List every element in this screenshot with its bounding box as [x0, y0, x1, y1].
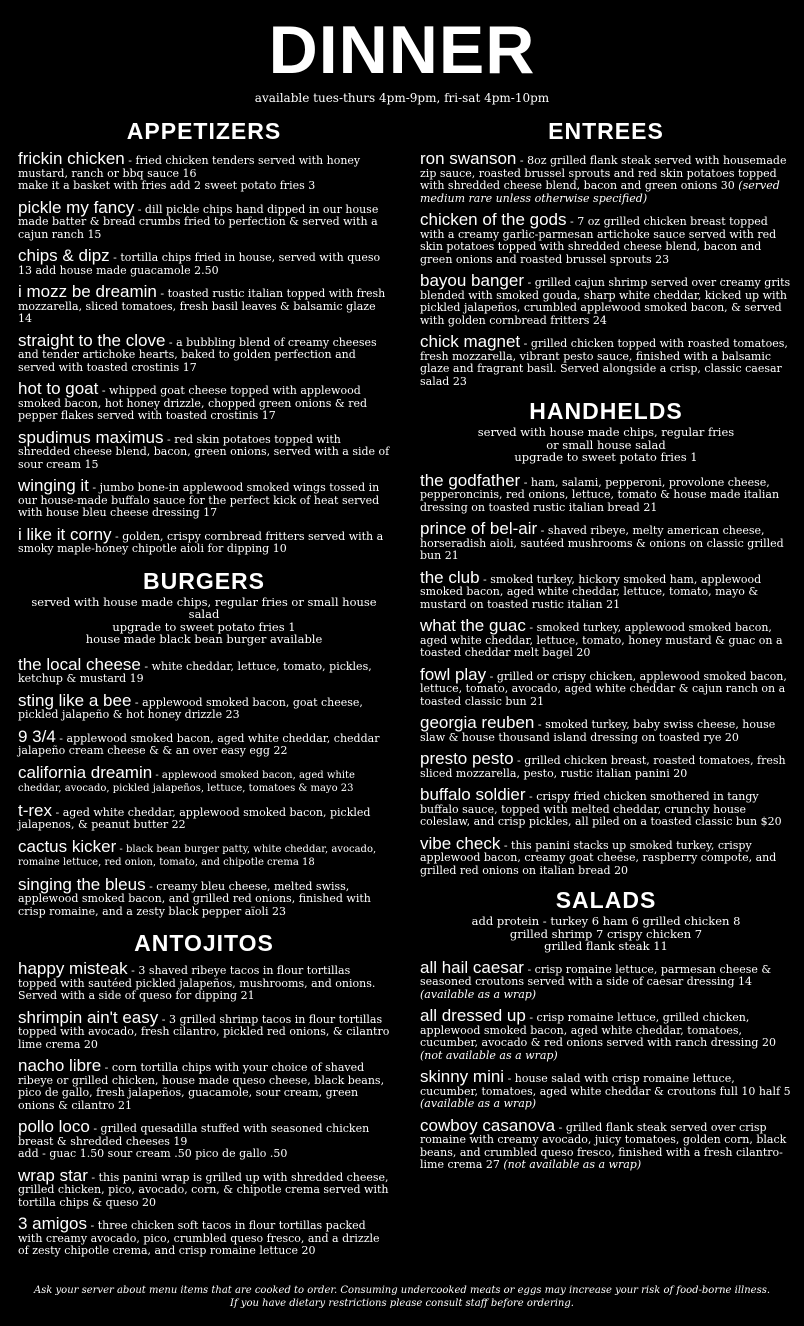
menu-item	[18, 692, 390, 722]
salads-section	[420, 885, 792, 1172]
menu-item	[18, 960, 390, 1003]
menu-item-description: - crispy fried chicken smothered in tangy buffalo sauce, topped with melted cheddar, crunchy house coleslaw, and crisp pickles, all piled on a toasted classic bun $20	[420, 790, 782, 828]
menu-item-description: - creamy bleu cheese, melted swiss, applewood smoked bacon, and grilled red onions, finished with crisp romaine, and a zesty black pepper aïoli 23	[18, 879, 371, 918]
menu-item-name: the local cheese	[18, 654, 141, 674]
menu-item-description: - tortilla chips fried in house, served with queso 13 add house made guacamole 2.50	[18, 251, 381, 277]
menu-item-name: pickle my fancy	[18, 197, 135, 217]
menu-item	[420, 333, 792, 388]
menu-item-name: cactus kicker	[18, 836, 117, 856]
handhelds-heading: HANDHELDS	[529, 398, 683, 424]
menu-item-note: (not available as a wrap)	[420, 1048, 558, 1062]
menu-item-description: - black bean burger patty, white cheddar, avocado, romaine lettuce, red onion, tomato, and chipotle crema 18	[18, 843, 377, 868]
menu-item-description: - house salad with crisp romaine lettuce, cucumber, tomatoes, aged white cheddar & croutons full 10 half 5	[420, 1072, 791, 1098]
menu-item-name: 3 amigos	[18, 1214, 87, 1233]
footer-disclaimer	[0, 1284, 804, 1310]
menu-item-name: t-rex	[18, 800, 52, 820]
menu-item	[18, 838, 390, 870]
menu-item-description: - grilled cajun shrimp served over creamy grits blended with smoked gouda, sharp white cheddar, kicked up with pickled jalapeños, crumbled applewood smoked bacon, & served with golden cornbread fritters 24	[420, 276, 791, 327]
handhelds-list	[420, 472, 792, 878]
menu-item	[18, 380, 390, 423]
menu-item-description: - smoked turkey, baby swiss cheese, house slaw & house thousand island dressing on toasted rye 20	[420, 718, 776, 744]
section-subtitle-line: served with house made chips, regular fries	[477, 425, 735, 439]
menu-item-description: - applewood smoked bacon, aged white cheddar, cheddar jalapeño cream cheese & & an over easy egg 22	[18, 731, 380, 757]
menu-item	[18, 150, 390, 193]
menu-item-name: chicken of the gods	[420, 210, 567, 229]
menu-item-name: hot to goat	[18, 379, 99, 398]
menu-item-name: buffalo soldier	[420, 785, 526, 804]
menu-item	[420, 1117, 792, 1172]
menu-item-description: - white cheddar, lettuce, tomato, pickles, ketchup & mustard 19	[18, 659, 372, 685]
menu-item-addons: make it a basket with fries add 2 sweet potato fries 3	[18, 179, 316, 192]
menu-item-name: all dressed up	[420, 1006, 526, 1025]
menu-item	[18, 283, 390, 326]
entrees-list	[420, 150, 792, 388]
menu-item-description: - whipped goat cheese topped with applewood smoked bacon, hot honey drizzle, chopped green onions & red pepper flakes served with toasted crostinis 17	[18, 384, 368, 422]
menu-item-description: - dill pickle chips hand dipped in our house made batter & bread crumbs fried to perfection & served with a cajun ranch 15	[18, 202, 379, 241]
menu-item-note: (not available as a wrap)	[503, 1158, 642, 1171]
menu-item-name: nacho libre	[18, 1056, 102, 1075]
menu-item-description: - grilled flank steak served over crisp romaine with creamy avocado, juicy tomatoes, golden corn, black beans, and crumbled queso fresco, finished with a fresh cilantro-lime crema 27	[420, 1120, 787, 1171]
menu-item-description: - applewood smoked bacon, goat cheese, pickled jalapeño & hot honey drizzle 23	[18, 695, 363, 721]
section-subtitle-line: grilled flank steak 11	[544, 939, 668, 953]
menu-item	[420, 472, 792, 515]
menu-item-name: frickin chicken	[18, 149, 125, 168]
menu-item-name: singing the bleus	[18, 874, 146, 894]
menu-item-description: - 3 shaved ribeye tacos in flour tortillas topped with sautéed pickled jalapeños, mushrooms, and onions. Served with a side of queso for dipping 21	[18, 964, 376, 1002]
menu-item-name: spudimus maximus	[18, 427, 164, 447]
menu-item	[18, 656, 390, 686]
menu-item-note: (served medium rare unless otherwise specified)	[420, 179, 780, 205]
section-subtitle-line: add protein - turkey 6 ham 6 grilled chicken 8	[471, 914, 741, 928]
menu-item	[18, 477, 390, 520]
menu-item	[18, 247, 390, 277]
menu-item-name: straight to the clove	[18, 330, 166, 350]
right-column	[420, 116, 792, 1178]
menu-item-name: bayou banger	[420, 271, 524, 290]
hours-text: available tues-thurs 4pm-9pm, fri-sat 4pm-10pm	[254, 91, 550, 105]
menu-item-description: - 3 grilled shrimp tacos in flour tortillas topped with avocado, fresh cilantro, pickled red onions, & cilantro lime crema 20	[18, 1012, 390, 1051]
menu-item-description: - red skin potatoes topped with shredded cheese blend, bacon, green onions, served with a side of sour cream 15	[18, 432, 390, 471]
menu-item-note: (available as a wrap)	[420, 987, 537, 1001]
menu-item-name: all hail caesar	[420, 957, 524, 977]
appetizers-section	[18, 116, 390, 556]
antojitos-section	[18, 928, 390, 1258]
section-subtitle-line: or small house salad	[546, 437, 666, 452]
menu-item-name: i like it corny	[18, 524, 112, 544]
menu-item-addons: add - guac 1.50 sour cream .50 pico de gallo .50	[18, 1147, 288, 1160]
menu-item-description: - grilled quesadilla stuffed with seasoned chicken breast & shredded cheeses 19	[18, 1122, 370, 1148]
burgers-section	[18, 566, 390, 919]
burgers-subtitle	[18, 596, 390, 646]
menu-item-description: - grilled or crispy chicken, applewood smoked bacon, lettuce, tomato, avocado, aged white cheddar & cajun ranch on a toasted classic bun 21	[420, 669, 787, 708]
menu-item-description: - ham, salami, pepperoni, provolone cheese, pepperoncinis, red onions, lettuce, tomato & house made italian dressing on toasted rustic italian bread 21	[420, 475, 780, 514]
menu-item	[420, 617, 792, 660]
menu-item-name: chips & dipz	[18, 246, 110, 265]
menu-item-name: georgia reuben	[420, 713, 535, 732]
menu-item	[420, 666, 792, 709]
menu-item-name: wrap star	[18, 1165, 88, 1185]
menu-item	[420, 959, 792, 1002]
menu-item-name: pollo loco	[18, 1117, 90, 1136]
menu-item-name: cowboy casanova	[420, 1115, 556, 1135]
menu-item	[18, 1118, 390, 1161]
menu-item	[18, 764, 390, 796]
footer-line: Ask your server about menu items that are cooked to order. Consuming undercooked meats or eggs may increase your risk of food-borne illness.	[33, 1285, 771, 1296]
menu-item-name: prince of bel-air	[420, 519, 538, 538]
entrees-heading: ENTREES	[548, 118, 664, 144]
menu-item-name: chick magnet	[420, 332, 521, 351]
menu-item-description: - smoked turkey, applewood smoked bacon, aged white cheddar, lettuce, tomato, honey mustard & guac on a toasted cheddar melt bagel 20	[420, 621, 783, 659]
footer-line: If you have dietary restrictions please consult staff before ordering.	[230, 1298, 574, 1309]
antojitos-list	[18, 960, 390, 1258]
menu-item-name: winging it	[18, 476, 89, 495]
handhelds-section	[420, 396, 792, 877]
menu-item	[420, 150, 792, 205]
menu-item-note: (available as a wrap)	[420, 1097, 537, 1110]
menu-item	[420, 569, 792, 612]
menu-item-description: - grilled chicken topped with roasted tomatoes, fresh mozzarella, vibrant pesto sauce, finished with a balsamic glaze and fragrant basil. Served alongside a crisp, classic caesar salad 23	[420, 337, 788, 388]
menu-item-description: - applewood smoked bacon, aged white cheddar, avocado, pickled jalapeños, lettuce, tomatoes & mayo 23	[18, 769, 355, 794]
menu-item-description: - aged white cheddar, applewood smoked bacon, pickled jalapenos, & peanut butter 22	[18, 805, 371, 831]
menu-item	[18, 1009, 390, 1052]
left-column	[18, 116, 390, 1264]
menu-item-description: - a bubbling blend of creamy cheeses and tender artichoke hearts, baked to golden perfection and served with toasted crostinis 17	[18, 335, 377, 374]
menu-item	[18, 332, 390, 375]
menu-item-name: 9 3/4	[18, 726, 56, 746]
section-subtitle-line: grilled shrimp 7 crispy chicken 7	[509, 926, 703, 941]
menu-item-name: the club	[420, 567, 480, 587]
menu-title: DINNER	[268, 12, 536, 88]
menu-item-name: what the guac	[420, 616, 526, 635]
handhelds-subtitle	[420, 426, 792, 464]
menu-item-name: ron swanson	[420, 149, 517, 168]
menu-item-description: - crisp romaine lettuce, parmesan cheese & seasoned croutons served with a side of caesar dressing 14	[420, 962, 772, 988]
burgers-heading: BURGERS	[142, 567, 265, 594]
menu-item	[18, 802, 390, 832]
menu-item-name: happy misteak	[18, 959, 128, 978]
menu-item-name: shrimpin ain't easy	[18, 1007, 159, 1027]
menu-item-name: skinny mini	[420, 1067, 505, 1086]
menu-item	[18, 1057, 390, 1112]
burgers-list	[18, 656, 390, 919]
menu-item	[420, 272, 792, 327]
menu-item-description: - this panini wrap is grilled up with shredded cheese, grilled chicken, pico, avocado, corn, & chipotle crema served with tortilla chips & queso 20	[18, 1170, 389, 1209]
menu-item-description: - golden, crispy cornbread fritters served with a smoky maple-honey chipotle aioli for dipping 10	[18, 529, 384, 555]
menu-item-name: i mozz be dreamin	[18, 282, 157, 301]
menu-item	[18, 728, 390, 758]
appetizers-heading: APPETIZERS	[126, 118, 282, 144]
menu-item-description: - 8oz grilled flank steak served with housemade zip sauce, roasted brussel sprouts and red skin potatoes topped with shredded cheese blend, bacon and green onions 30	[420, 154, 787, 192]
menu-item	[420, 211, 792, 266]
menu-item-description: - three chicken soft tacos in flour tortillas packed with creamy avocado, pico, crumbled queso fresco, and a drizzle of zesty chipotle crema, and crisp romaine lettuce 20	[18, 1219, 380, 1257]
menu-item	[420, 1068, 792, 1111]
appetizers-list	[18, 150, 390, 556]
salads-heading: SALADS	[555, 887, 657, 913]
menu-item-description: - corn tortilla chips with your choice of shaved ribeye or grilled chicken, house made queso cheese, black beans, pico de gallo, fresh jalapeños, guacamole, sour cream, green onions & cilantro 21	[18, 1061, 385, 1112]
menu-item	[420, 520, 792, 563]
menu-item-description: - jumbo bone-in applewood smoked wings tossed in our house-made buffalo sauce for the perfect kick of heat served with house bleu cheese dressing 17	[18, 481, 380, 519]
menu-item	[420, 1007, 792, 1062]
menu-item-description: - this panini stacks up smoked turkey, crispy applewood bacon, creamy goat cheese, raspberry compote, and grilled red onions on italian bread 20	[420, 838, 777, 877]
menu-item	[420, 714, 792, 744]
menu-item-description: - smoked turkey, hickory smoked ham, applewood smoked bacon, aged white cheddar, lettuce, tomato, mayo & mustard on toasted rustic italian 21	[420, 572, 762, 611]
antojitos-heading: ANTOJITOS	[134, 930, 274, 956]
section-subtitle-line: upgrade to sweet potato fries 1	[514, 450, 698, 464]
menu-item-name: california dreamin	[18, 762, 153, 782]
menu-item-name: vibe check	[420, 833, 501, 853]
entrees-section	[420, 116, 792, 388]
section-subtitle-line: house made black bean burger available	[85, 632, 323, 646]
menu-item	[420, 750, 792, 780]
menu-item	[18, 1167, 390, 1210]
menu-item-description: - shaved ribeye, melty american cheese, horseradish aioli, sautéed mushrooms & onions on classic grilled bun 21	[420, 524, 784, 562]
menu-item-description: - 7 oz grilled chicken breast topped with a creamy garlic-parmesan artichoke sauce served with red skin potatoes topped with shredded cheese blend, bacon and green onions and roasted brussel sprouts 23	[420, 215, 777, 266]
menu-item-name: fowl play	[420, 664, 487, 684]
menu-item-description: - grilled chicken breast, roasted tomatoes, fresh sliced mozzarella, pesto, rustic italian panini 20	[420, 754, 786, 780]
menu-item-description: - fried chicken tenders served with honey mustard, ranch or bbq sauce 16	[18, 154, 361, 180]
menu-item-name: the godfather	[420, 470, 521, 490]
menu-item	[18, 1215, 390, 1258]
menu-item-description: - crisp romaine lettuce, grilled chicken, applewood smoked bacon, aged white cheddar, tomatoes, cucumber, avocado & red onions served with ranch dressing 20	[420, 1011, 776, 1049]
menu-item	[18, 429, 390, 472]
menu-item	[18, 876, 390, 919]
menu-item-name: presto pesto	[420, 749, 514, 768]
menu-item	[18, 526, 390, 556]
menu-item-name: sting like a bee	[18, 690, 132, 710]
section-subtitle-line: upgrade to sweet potato fries 1	[112, 619, 296, 634]
menu-item	[420, 786, 792, 829]
menu-item-description: - toasted rustic italian topped with fresh mozzarella, sliced tomatoes, fresh basil leaves & balsamic glaze 14	[18, 287, 386, 325]
salads-subtitle	[420, 915, 792, 953]
section-subtitle-line: served with house made chips, regular fries or small house salad	[31, 594, 377, 621]
menu-item	[420, 835, 792, 878]
salads-list	[420, 959, 792, 1172]
menu-item	[18, 199, 390, 242]
